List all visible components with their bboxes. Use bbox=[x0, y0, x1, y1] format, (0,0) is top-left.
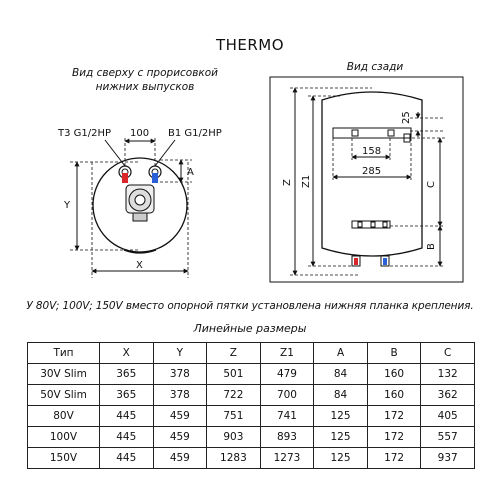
table-cell: 479 bbox=[260, 364, 314, 385]
table-cell: 700 bbox=[260, 385, 314, 406]
table-cell: 132 bbox=[421, 364, 475, 385]
table-cell: 172 bbox=[367, 448, 421, 469]
label-285: 285 bbox=[362, 166, 382, 177]
diagram-title: THERMO bbox=[215, 36, 285, 54]
table-cell: 362 bbox=[421, 385, 475, 406]
header-type: Тип bbox=[28, 343, 100, 364]
label-b1: B1 G1/2HP bbox=[168, 128, 222, 139]
table-cell: 125 bbox=[314, 406, 368, 427]
table-cell: 1273 bbox=[260, 448, 314, 469]
table-cell: 937 bbox=[421, 448, 475, 469]
table-cell: 751 bbox=[207, 406, 261, 427]
label-y: Y bbox=[64, 200, 71, 211]
table-cell: 125 bbox=[314, 427, 368, 448]
table-cell: 84 bbox=[314, 364, 368, 385]
header-z: Z bbox=[207, 343, 261, 364]
table-row bbox=[28, 406, 475, 427]
header-b: B bbox=[367, 343, 421, 364]
table-cell: 150V bbox=[28, 448, 100, 469]
label-b: B bbox=[426, 243, 437, 250]
top-view bbox=[70, 138, 192, 278]
table-cell: 172 bbox=[367, 406, 421, 427]
table-cell: 378 bbox=[153, 385, 207, 406]
table-row bbox=[28, 385, 475, 406]
table-cell: 84 bbox=[314, 385, 368, 406]
header-c: C bbox=[421, 343, 475, 364]
table-cell: 30V Slim bbox=[28, 364, 100, 385]
table-cell: 378 bbox=[153, 364, 207, 385]
table-cell: 557 bbox=[421, 427, 475, 448]
label-x: X bbox=[136, 260, 143, 271]
table-cell: 50V Slim bbox=[28, 385, 100, 406]
table-row bbox=[28, 364, 475, 385]
table-cell: 80V bbox=[28, 406, 100, 427]
table-cell: 125 bbox=[314, 448, 368, 469]
table-cell: 365 bbox=[100, 364, 154, 385]
table-cell: 722 bbox=[207, 385, 261, 406]
table-row bbox=[28, 427, 475, 448]
table-cell: 405 bbox=[421, 406, 475, 427]
header-a: A bbox=[314, 343, 368, 364]
header-z1: Z1 bbox=[260, 343, 314, 364]
table-cell: 893 bbox=[260, 427, 314, 448]
label-c: C bbox=[426, 181, 437, 188]
header-x: X bbox=[100, 343, 154, 364]
rear-view-frame bbox=[270, 77, 463, 282]
label-158: 158 bbox=[362, 146, 382, 157]
rear-view-caption: Вид сзади bbox=[346, 61, 404, 73]
table-cell: 365 bbox=[100, 385, 154, 406]
label-25: 25 bbox=[401, 111, 412, 124]
label-t3: T3 G1/2HP bbox=[58, 128, 112, 139]
inlet-marker bbox=[122, 173, 128, 183]
table-cell: 445 bbox=[100, 427, 154, 448]
table-caption: Линейные размеры bbox=[193, 322, 307, 335]
table-header-row bbox=[28, 343, 475, 364]
table-cell: 445 bbox=[100, 406, 154, 427]
table-cell: 903 bbox=[207, 427, 261, 448]
installation-note: У 80V; 100V; 150V вместо опорной пятки установлена нижняя планка крепления. bbox=[26, 300, 474, 312]
label-z1: Z1 bbox=[301, 174, 312, 188]
table-cell: 459 bbox=[153, 427, 207, 448]
rear-outlet-marker bbox=[383, 258, 387, 265]
table-cell: 445 bbox=[100, 448, 154, 469]
dimensions-table bbox=[27, 342, 475, 469]
mounting-bracket bbox=[333, 128, 411, 138]
table-cell: 741 bbox=[260, 406, 314, 427]
table-cell: 459 bbox=[153, 406, 207, 427]
table-row bbox=[28, 448, 475, 469]
label-a: A bbox=[187, 167, 194, 178]
table-cell: 160 bbox=[367, 364, 421, 385]
rear-inlet-marker bbox=[354, 258, 358, 265]
table-cell: 459 bbox=[153, 448, 207, 469]
label-z: Z bbox=[282, 179, 293, 186]
table-cell: 100V bbox=[28, 427, 100, 448]
table-cell: 501 bbox=[207, 364, 261, 385]
table-cell: 160 bbox=[367, 385, 421, 406]
outlet-marker bbox=[152, 173, 158, 183]
table-cell: 172 bbox=[367, 427, 421, 448]
rear-view bbox=[270, 77, 463, 282]
table-cell: 1283 bbox=[207, 448, 261, 469]
label-pipe-spacing: 100 bbox=[130, 128, 150, 139]
header-y: Y bbox=[153, 343, 207, 364]
top-view-caption: Вид сверху с прорисовкой нижних выпусков bbox=[71, 67, 218, 93]
